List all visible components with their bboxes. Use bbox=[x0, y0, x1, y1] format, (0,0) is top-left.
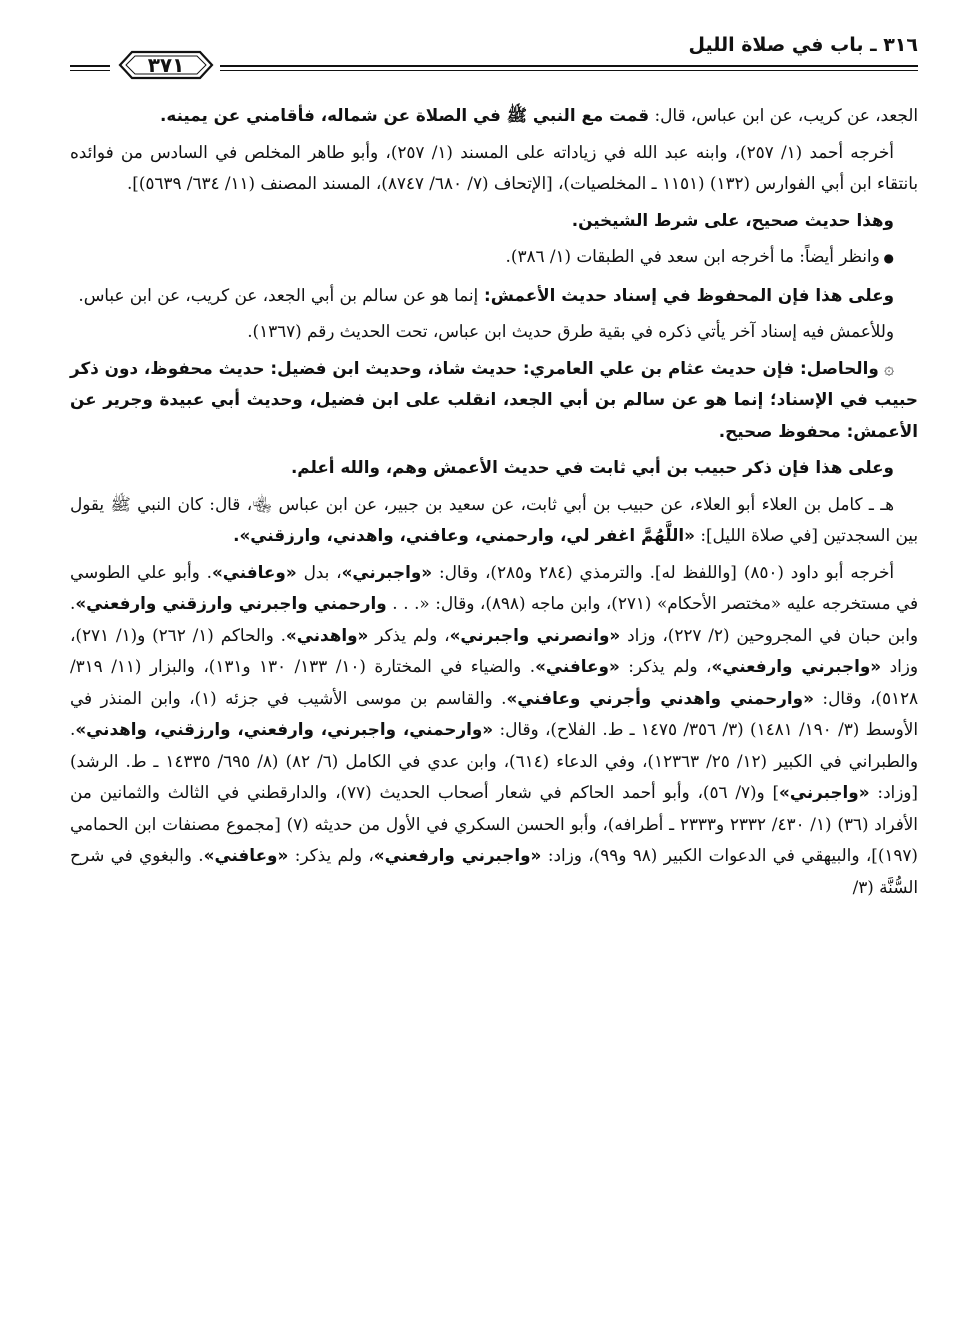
text-run: . وأبو علي الطوسي في مستخرجه عليه «مختصر الأحكام» (٢٧١)، وابن ماجه (٨٩٨)، وقال: «. . . bbox=[70, 561, 919, 613]
text-run: ] و(٧/ ٥٦)، وأبو أحمد الحاكم في شعار أصحاب الحديث (٧٧)، والدارقطني في الثالث والثمانين من الأفراد (٣٦) (١/ ٤٣٠/ ٢٣٣٢ و٢٣٣٣ ـ أطرافه)، وأبو الحسن السكري في الأول من حديثه (٧) [مجموع مصنفات ابن الحمامي (١٩٧)]، والبيهقي في الدعوات الكبير (٩٨ و٩٩)، وزاد: bbox=[70, 782, 918, 865]
text-run: . وابن حبان في المجروحين (٢/ ٢٢٧)، وزاد bbox=[70, 593, 918, 645]
bold-text: والحاصل: bbox=[794, 357, 879, 378]
bold-text: وهذا حديث صحيح، على شرط الشيخين. bbox=[571, 209, 894, 230]
text-run: . والقاسم بن موسى الأشيب في جزئه (١)، وابن المنذر في الأوسط (٣/ ١٩٠/ ١٤٨١) (٣/ ٣٥٦/ ١٤٧٥ ـ ط. الفلاح)، وقال: bbox=[70, 687, 918, 739]
text-run: ، ولم يذكر: bbox=[619, 656, 712, 676]
text-run: ● bbox=[879, 251, 894, 265]
book-page bbox=[70, 30, 918, 908]
bold-text: «وارحمني واهدني وأجرني وعافني» bbox=[506, 687, 814, 708]
header-rule-left bbox=[70, 65, 110, 71]
paragraph-p6 bbox=[70, 316, 918, 348]
bold-text: «وعافني» bbox=[535, 656, 620, 676]
bold-text: «واجبرني» bbox=[341, 561, 433, 582]
bold-text: «وعافني» bbox=[203, 845, 289, 865]
bold-text: وعلى هذا فإن المحفوظ في إسناد حديث الأعمش: bbox=[478, 284, 894, 305]
page-number-badge bbox=[114, 48, 218, 82]
main-text bbox=[70, 100, 918, 903]
text-run: الجعد، عن كريب، عن ابن عباس، قال: bbox=[649, 105, 918, 125]
text-run: . والطبراني في الكبير (١٢/ ٢٥/ ١٢٣٦٣)، وفي الدعاء (٦١٤)، وابن عدي في الكامل (٦/ ٨٢) (٨/ ٦٩٥/ ١٤٣٣٥ ـ ط. الرشد) [وزاد: bbox=[70, 719, 918, 802]
page-header bbox=[70, 30, 918, 92]
paragraph-p7 bbox=[70, 353, 918, 448]
paragraph-p8 bbox=[70, 452, 918, 484]
bold-text: وارحمني واجبرني وارزقني وارفعني» bbox=[75, 593, 387, 613]
text-run: وللأعمش فيه إسناد آخر يأتي ذكره في بقية طرق حديث ابن عباس، تحت الحديث رقم (١٣٦٧). bbox=[247, 321, 894, 341]
bold-text: «اللَّهُمَّ اغفر لي، وارحمني، وعافني، واهدني، وارزقني». bbox=[233, 525, 695, 545]
text-run: ، بدل bbox=[296, 561, 342, 582]
bold-text: فإن حديث عثام بن علي العامري: حديث شاذ، وحديث ابن فضيل: حديث محفوظ، دون ذكر حبيب في الإسناد؛ إنما هو عن سالم بن أبي الجعد، انقلب على ابن فضيل، وحديث أبي عبيدة وجرير عن الأعمش: محفوظ صحيح. bbox=[70, 357, 918, 441]
bold-text: وعلى هذا فإن ذكر حبيب بن أبي ثابت في حديث الأعمش وهم، والله أعلم. bbox=[290, 457, 894, 477]
text-run: أخرجه أبو داود (٨٥٠) [واللفظ له]. والترمذي (٢٨٤ و٢٨٥)، وقال: bbox=[432, 561, 894, 582]
header-rule bbox=[220, 65, 918, 71]
text-run: ، ولم يذكر: bbox=[288, 845, 374, 865]
paragraph-p4 bbox=[70, 241, 918, 275]
paragraph-p10 bbox=[70, 557, 918, 904]
text-run: أخرجه أحمد (١/ ٢٥٧)، وابنه عبد الله في زياداته على المسند (١/ ٢٥٧)، وأبو طاهر المخلص في السادس من فوائده بانتقاء ابن أبي الفوارس (١٣٢) (١١٥١ ـ المخلصيات)، [الإتحاف (٧/ ٦٨٠/ ٨٧٤٧)، المسند المصنف (١١/ ٦٣٤/ ٥٦٣٩)]. bbox=[70, 141, 918, 193]
text-run: . والبغوي في شرح السُّنَّة (٣/ bbox=[70, 845, 918, 897]
text-run: . والضياء في المختارة (١٠/ ١٣٣/ ١٣٠ و١٣١)، والبزار (١١/ ٣١٩/ ٥١٢٨)، وقال: bbox=[70, 656, 919, 708]
text-run: هـ ـ كامل بن العلاء أبو العلاء، عن حبيب بن أبي ثابت، عن سعيد بن جبير، عن ابن عباس ﵄، قال: كان النبي ﷺ يقول بين السجدتين [في صلاة الليل]: bbox=[70, 493, 918, 545]
text-run: إنما هو عن سالم بن أبي الجعد، عن كريب، عن ابن عباس. bbox=[78, 284, 479, 305]
paragraph-p3 bbox=[70, 205, 918, 237]
text-run: . والحاكم (١/ ٢٦٢) و(١/ ٢٧١)، وزاد bbox=[70, 624, 918, 676]
text-run: ۞ bbox=[878, 357, 894, 378]
running-title: ٣١٦ ـ باب في صلاة الليل bbox=[688, 34, 918, 56]
page-number: ٣٧١ bbox=[147, 53, 185, 77]
bold-text: «وانصرني واجبرني» bbox=[449, 624, 621, 645]
bold-text: «وارحمني، واجبرني، وارفعني، وارزقني، واهدني» bbox=[75, 719, 494, 739]
bold-text: «واهدني» bbox=[285, 624, 369, 645]
text-run: ، ولم يذكر bbox=[368, 624, 450, 645]
text-run: وانظر أيضاً: ما أخرجه ابن سعد في الطبقات (١/ ٣٨٦). bbox=[505, 246, 880, 266]
bold-text: قمت مع النبي ﷺ في الصلاة عن شماله، فأقامني عن يمينه. bbox=[160, 105, 650, 125]
bold-text: «واجبرني» bbox=[779, 782, 870, 802]
paragraph-p2 bbox=[70, 137, 918, 200]
paragraph-p9 bbox=[70, 489, 918, 552]
bold-text: «واجبرني وارفعني» bbox=[373, 845, 542, 865]
paragraph-p1 bbox=[70, 100, 918, 132]
bold-text: «وعافني» bbox=[211, 561, 297, 582]
bold-text: «واجبرني وارفعني» bbox=[711, 656, 882, 676]
paragraph-p5 bbox=[70, 280, 918, 312]
